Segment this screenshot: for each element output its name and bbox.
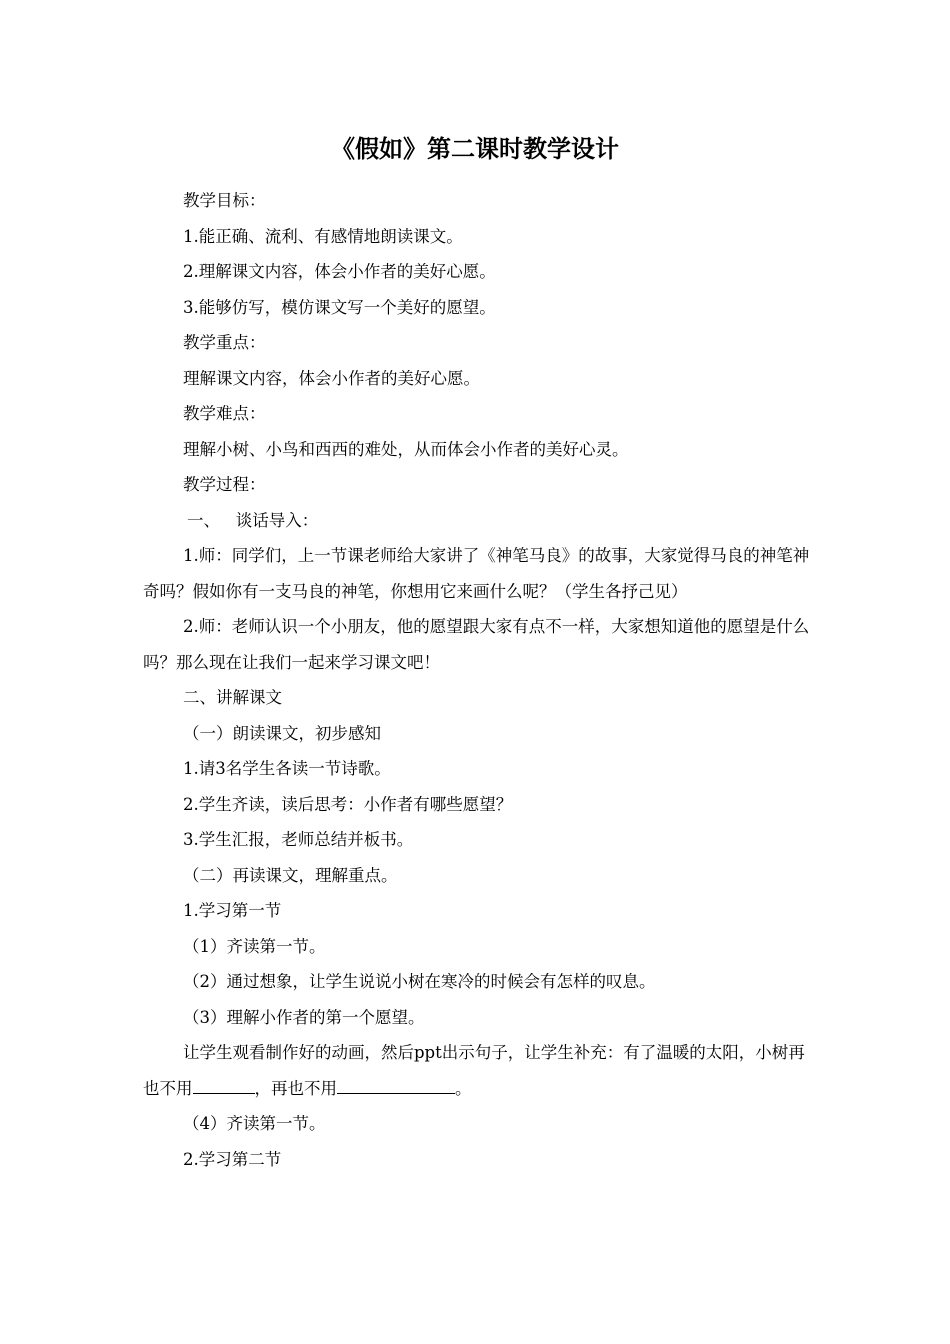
- paragraph: 教学难点：: [183, 404, 266, 423]
- fill-text-part2: ，再也不用: [254, 1078, 337, 1098]
- paragraph: 2.师：老师认识一个小朋友，他的愿望跟大家有点不一样，大家想知道他的愿望是什么吗？那么现在让我们一起来学习课文吧！: [143, 617, 810, 672]
- paragraph: 理解小树、小鸟和西西的难处，从而体会小作者的美好心灵。: [183, 439, 629, 459]
- section-heading: 一、 谈话导入：: [187, 510, 319, 530]
- section-heading: 二、讲解课文: [183, 688, 282, 707]
- blank-line: [337, 1075, 455, 1093]
- paragraph: 教学过程：: [183, 475, 266, 494]
- paragraph: 3.学生汇报，老师总结并板书。: [183, 830, 414, 849]
- paragraph: （2）通过想象，让学生说说小树在寒冷的时候会有怎样的叹息。: [183, 972, 656, 991]
- paragraph: 3.能够仿写，模仿课文写一个美好的愿望。: [183, 297, 496, 317]
- fill-text-part1: 让学生观看制作好的动画，然后ppt出示句子，让学生补充：有了温暖的太阳，小树再也不用: [143, 1043, 805, 1098]
- paragraph: 1.学习第一节: [183, 901, 282, 920]
- paragraph: 2.理解课文内容，体会小作者的美好心愿。: [183, 262, 496, 281]
- fill-in-paragraph: [143, 1035, 811, 1106]
- paragraph: 2.学生齐读，读后思考：小作者有哪些愿望？: [183, 794, 513, 814]
- document-body: [143, 183, 811, 1177]
- paragraph: 1.请3名学生各读一节诗歌。: [183, 759, 391, 778]
- paragraph: 1.师：同学们，上一节课老师给大家讲了《神笔马良》的故事，大家觉得马良的神笔神奇吗？假如你有一支马良的神笔，你想用它来画什么呢？（学生各抒己见）: [143, 546, 810, 601]
- paragraph: 2.学习第二节: [183, 1149, 282, 1169]
- document-title: 《假如》第二课时教学设计: [331, 134, 619, 163]
- blank-line: [193, 1075, 255, 1093]
- paragraph: （一）朗读课文，初步感知: [183, 723, 381, 743]
- paragraph: 1.能正确、流利、有感情地朗读课文。: [183, 226, 463, 246]
- paragraph: 教学重点：: [183, 333, 266, 352]
- paragraph: 教学目标：: [183, 191, 266, 210]
- paragraph: （1）齐读第一节。: [183, 936, 326, 956]
- paragraph: （4）齐读第一节。: [183, 1114, 326, 1133]
- paragraph: （3）理解小作者的第一个愿望。: [183, 1007, 425, 1027]
- paragraph: 理解课文内容，体会小作者的美好心愿。: [183, 368, 480, 388]
- fill-text-part3: 。: [455, 1078, 472, 1098]
- paragraph: （二）再读课文，理解重点。: [183, 865, 398, 885]
